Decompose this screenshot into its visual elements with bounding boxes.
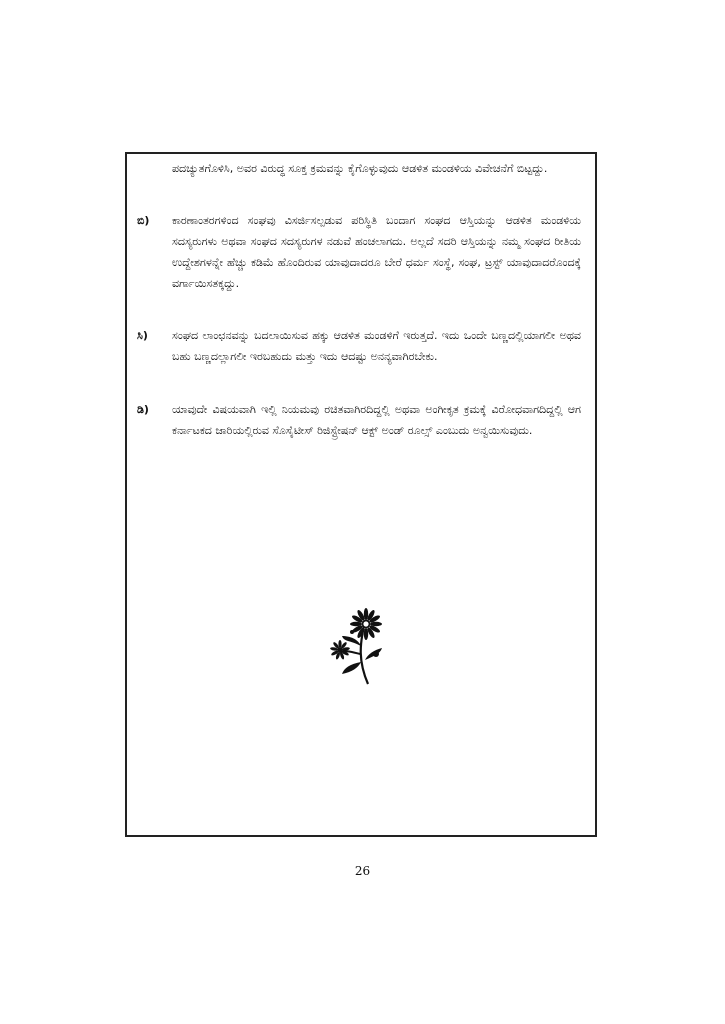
- paragraph-continuation: ಪದಚ್ಯುತಗೊಳಿಸಿ, ಅವರ ವಿರುದ್ಧ ಸೂಕ್ತ ಕ್ರಮವನ್ನು ಕೈಗೊಳ್ಳುವುದು ಆಡಳಿತ ಮಂಡಳಿಯ ವಿವೇಚನೆಗೆ ಬಿಟ್ಟದ್ದು.: [172, 162, 548, 175]
- page-number: 26: [354, 864, 371, 878]
- item-marker-d: ಡಿ): [137, 403, 149, 416]
- flower-ornament-icon: [330, 606, 386, 688]
- paragraph-b: ಕಾರಣಾಂತರಗಳಿಂದ ಸಂಘವು ವಿಸರ್ಜಿಸಲ್ಪಡುವ ಪರಿಸ್ಥಿತಿ ಬಂದಾಗ ಸಂಘದ ಆಸ್ತಿಯನ್ನು ಆಡಳಿತ ಮಂಡಳಿಯ ಸದಸ್ಯರುಗಳು ಅಥವಾ ಸಂಘದ ಸದಸ್ಯರುಗಳ ನಡುವೆ ಹಂಚಲಾಗದು. ಅಲ್ಲದೆ ಸದರಿ ಆಸ್ತಿಯನ್ನು ನಮ್ಮ ಸಂಘದ ರೀತಿಯ ಉದ್ದೇಶಗಳನ್ನೇ ಹೆಚ್ಚು ಕಡಿಮೆ ಹೊಂದಿರುವ ಯಾವುದಾದರೂ ಬೇರೆ ಧರ್ಮ ಸಂಸ್ಥೆ, ಸಂಘ, ಟ್ರಸ್ಟ್ ಯಾವುದಾದರೊಂದಕ್ಕೆ ವರ್ಗಾಯಿಸತಕ್ಕದ್ದು.: [172, 214, 581, 290]
- page-border-frame: [125, 152, 597, 837]
- item-marker-c: ಸಿ): [137, 329, 148, 342]
- paragraph-d: ಯಾವುದೇ ವಿಷಯವಾಗಿ ಇಲ್ಲಿ ನಿಯಮವು ರಚಿತವಾಗಿರದಿದ್ದಲ್ಲಿ ಅಥವಾ ಅಂಗೀಕೃತ ಕ್ರಮಕ್ಕೆ ವಿರೋಧವಾಗದಿದ್ದಲ್ಲಿ ಆಗ ಕರ್ನಾಟಕದ ಜಾರಿಯಲ್ಲಿರುವ ಸೊಸೈಟೀಸ್ ರಿಜಿಸ್ಟ್ರೇಷನ್ ಆಕ್ಟ್ ಅಂಡ್ ರೂಲ್ಸ್ ಎಂಬುದು ಅನ್ವಯಿಸುವುದು.: [172, 403, 581, 437]
- paragraph-c: ಸಂಘದ ಲಾಂಛನವನ್ನು ಬದಲಾಯಿಸುವ ಹಕ್ಕು ಆಡಳಿತ ಮಂಡಳಿಗೆ ಇರುತ್ತದೆ. ಇದು ಒಂದೇ ಬಣ್ಣದಲ್ಲಿಯಾಗಲೀ ಅಥವ ಬಹು ಬಣ್ಣದಲ್ಲಾಗಲೀ ಇರಬಹುದು ಮತ್ತು ಇದು ಆದಷ್ಟು ಅನನ್ಯವಾಗಿರಬೇಕು.: [172, 329, 581, 363]
- item-marker-b: ಬಿ): [137, 214, 150, 227]
